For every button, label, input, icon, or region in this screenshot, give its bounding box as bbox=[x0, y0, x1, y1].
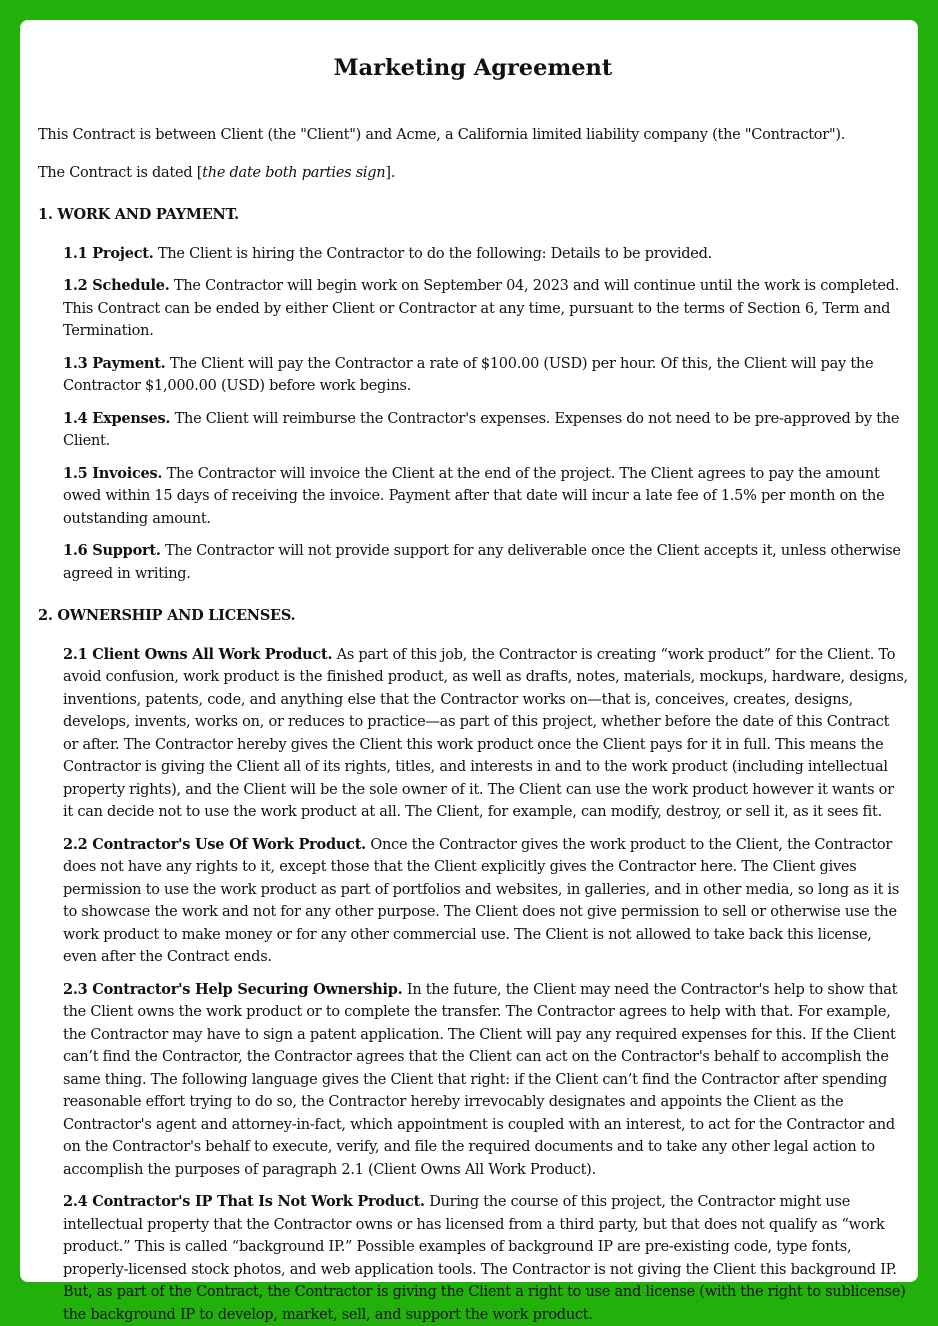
clause-expenses bbox=[63, 408, 908, 453]
clause-invoices bbox=[63, 463, 908, 531]
clause-title: 2.3 Contractor's Help Securing Ownership. bbox=[63, 980, 403, 998]
clause-title: 1.4 Expenses. bbox=[63, 409, 171, 427]
clause-contractor-help-securing-ownership bbox=[63, 979, 908, 1182]
clause-title: 2.4 Contractor's IP That Is Not Work Product. bbox=[63, 1193, 425, 1210]
parties-statement: This Contract is between Client (the "Client") and Acme, a California limited liability company (the "Contractor"). bbox=[38, 127, 846, 143]
clause-title: 2.2 Contractor's Use Of Work Product. bbox=[63, 835, 366, 853]
clause-text: As part of this job, the Contractor is creating “work product” for the Client. To avoid confusion, work product is the finished product, as well as drafts, notes, materials, mockups, hardware, designs, inventions, patents, code, and anything else that the Contractor works on—that is, conceives, creates, designs, develops, invents, works on, or reduces to practice—as part of this project, whether before the date of this Contract or after. The Contractor hereby gives the Client this work product once the Client pays for it in full. This means the Contractor is giving the Client all of its rights, titles, and interests in and to the work product (including intellectual property rights), and the Client will be the sole owner of it. The Client can use the work product however it wants or it can decide not to use the work product at all. The Client, for example, can modify, destroy, or sell it, as it sees fit. bbox=[63, 646, 908, 820]
clause-title: 1.2 Schedule. bbox=[63, 277, 170, 294]
clause-title: 1.3 Payment. bbox=[63, 354, 166, 372]
contract-page bbox=[20, 20, 918, 1323]
clause-contractor-use-of-work-product bbox=[63, 834, 908, 969]
section-heading-ownership-licenses: 2. OWNERSHIP AND LICENSES. bbox=[38, 607, 296, 624]
date-placeholder: the date both parties sign bbox=[202, 164, 386, 181]
section-heading-work-payment: 1. WORK AND PAYMENT. bbox=[38, 206, 239, 223]
clause-text: The Contractor will not provide support for any deliverable once the Client accepts it, unless otherwise agreed in writing. bbox=[63, 543, 901, 582]
clause-text: The Client is hiring the Contractor to do the following: Details to be provided. bbox=[153, 245, 713, 262]
clause-support bbox=[63, 540, 908, 585]
date-statement bbox=[38, 162, 908, 185]
date-prefix: The Contract is dated [ bbox=[38, 164, 203, 181]
date-suffix: ]. bbox=[385, 164, 396, 181]
clause-text: Once the Contractor gives the work product to the Client, the Contractor does not have any rights to it, except those that the Client explicitly gives the Contractor here. The Client gives permission to use the work product as part of portfolios and websites, in galleries, and in other media, so long as it is to showcase the work and not for any other purpose. The Client does not give permission to sell or otherwise use the work product to make money or for any other commercial use. The Client is not allowed to take back this license, even after the Contract ends. bbox=[63, 836, 900, 965]
clause-payment bbox=[63, 353, 908, 398]
clause-text: The Client will pay the Contractor a rate of $100.00 (USD) per hour. Of this, the Client will pay the Contractor $1,000.00 (USD) before work begins. bbox=[63, 355, 874, 394]
clause-title: 1.6 Support. bbox=[63, 542, 161, 559]
clause-text: The Contractor will begin work on September 04, 2023 and will continue until the work is completed. This Contract can be ended by either Client or Contractor at any time, pursuant to the terms of Section 6, Term and Termination. bbox=[63, 278, 900, 339]
clause-title: 1.5 Invoices. bbox=[63, 464, 163, 482]
clause-title: 1.1 Project. bbox=[63, 244, 154, 262]
clause-project bbox=[63, 243, 908, 266]
clause-text: In the future, the Client may need the Contractor's help to show that the Client owns the work product or to complete the transfer. The Contractor agrees to help with that. For example, the Contractor may have to sign a patent application. The Client will pay any required expenses for this. If the Client can’t find the Contractor, the Contractor agrees that the Client can act on the Contractor's behalf to accomplish the same thing. The following language gives the Client that right: if the Client can’t find the Contractor after spending reasonable effort trying to do so, the Contractor hereby irrevocably designates and appoints the Client as the Contractor's agent and attorney-in-fact, which appointment is coupled with an interest, to act for the Contractor and on the Contractor's behalf to execute, verify, and file the required documents and to take any other legal action to accomplish the purposes of paragraph 2.1 (Client Owns All Work Product). bbox=[63, 981, 898, 1178]
clause-title: 2.1 Client Owns All Work Product. bbox=[63, 645, 333, 663]
clause-client-owns-work-product bbox=[63, 644, 908, 824]
document-title: Marketing Agreement bbox=[333, 55, 613, 81]
clause-text: During the course of this project, the Contractor might use intellectual property that the Contractor owns or has licensed from a third party, but that does not qualify as “work product.” This is called “background IP.” Possible examples of background IP are pre-existing code, type fonts, properly-licensed stock photos, and web application tools. The Contractor is not giving the Client this background IP. But, as part of the Contract, the Contractor is giving the Client a right to use and license (with the right to sublicense) the background IP to develop, market, sell, and support the work product. bbox=[63, 1194, 906, 1323]
clause-text: The Contractor will invoice the Client at the end of the project. The Client agrees to pay the amount owed within 15 days of receiving the invoice. Payment after that date will incur a late fee of 1.5% per month on the outstanding amount. bbox=[63, 465, 885, 527]
clause-schedule bbox=[63, 275, 908, 343]
clause-contractor-ip-not-work-product bbox=[63, 1191, 908, 1326]
clause-text: The Client will reimburse the Contractor's expenses. Expenses do not need to be pre-approved by the Client. bbox=[63, 410, 900, 449]
